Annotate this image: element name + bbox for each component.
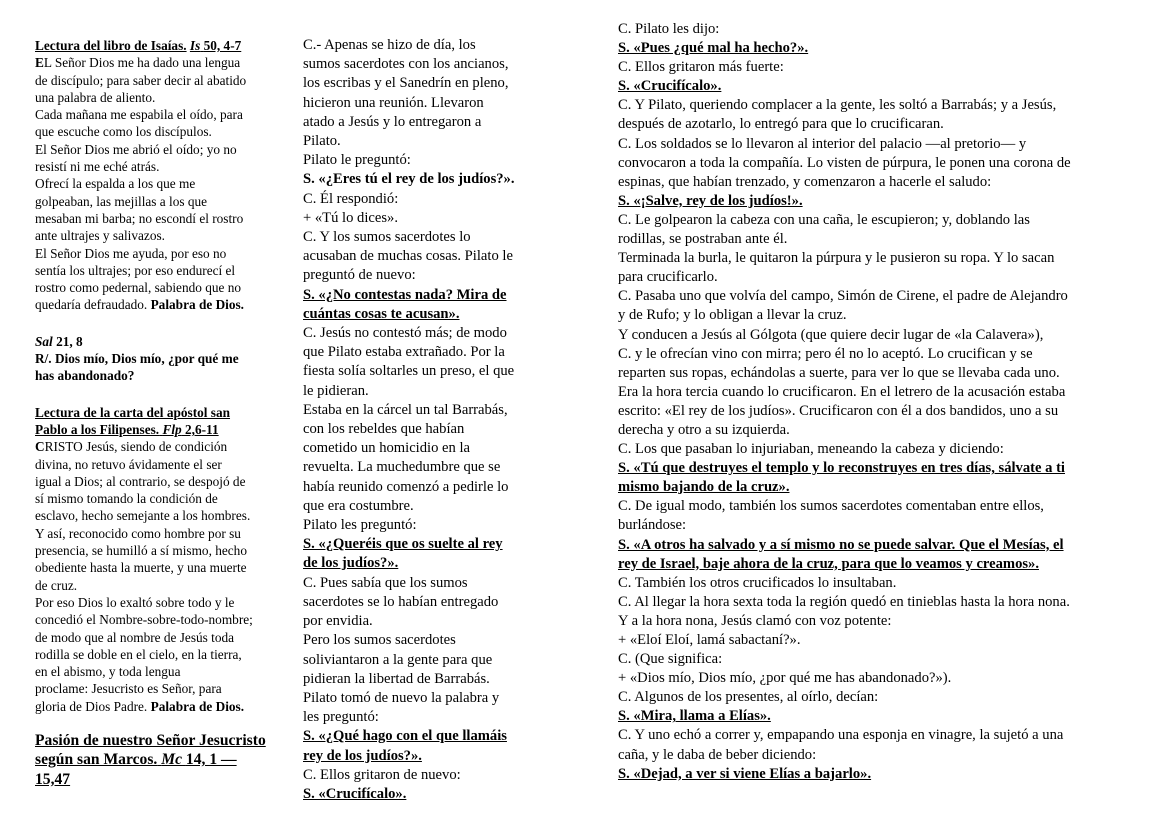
passion-heading: Pasión de nuestro Señor Jesucristo	[35, 731, 266, 749]
narration-line: C. (Que significa:	[618, 651, 723, 668]
speaker-line: S. «Crucifícalo».	[618, 78, 722, 95]
passion-text-column-2	[618, 20, 1140, 784]
narration-line: C. Le golpearon la cabeza con una caña, le escupieron; y, doblando las	[618, 211, 1030, 228]
narration-line: fiesta solía soltarles un preso, el que	[303, 363, 515, 380]
text-line: El Señor Dios me abrió el oído; yo no	[35, 141, 237, 157]
narration-line: C. Pues sabía que los sumos	[303, 574, 468, 591]
narration-line: les preguntó:	[303, 709, 379, 726]
word-of-god: Palabra de Dios.	[150, 297, 245, 313]
narration-line: C. Y los sumos sacerdotes lo	[303, 229, 471, 246]
text-line: de discípulo; para saber decir al abatido	[35, 72, 247, 88]
narration-line: acusaban de muchas cosas. Pilato le	[303, 248, 513, 265]
narration-line: Pilato le preguntó:	[303, 152, 411, 169]
text-line: ante ultrajes y salivazos.	[35, 228, 165, 244]
narration-line: C. Él respondió:	[303, 190, 399, 207]
narration-line: que Pilato estaba extrañado. Por la	[303, 344, 505, 361]
text-line: obediente hasta la muerte, y una muerte	[35, 560, 247, 576]
narration-line: soliviantaron a la gente para que	[303, 651, 493, 668]
text-line: Y así, reconocido como hombre por su	[35, 525, 241, 541]
narration-line: Estaba en la cárcel un tal Barrabás,	[303, 401, 508, 418]
narration-line: Pilato les preguntó:	[303, 517, 417, 534]
narration-line: C. Algunos de los presentes, al oírlo, decían:	[618, 689, 879, 706]
passion-text-column-1	[303, 36, 547, 804]
readings-column	[35, 37, 279, 789]
text-line: El Señor Dios me ayuda, por eso no	[35, 245, 227, 261]
second-reading-heading-cont: Pablo a los Filipenses. Flp 2,6-11	[35, 421, 219, 437]
passion-heading-end: 15,47	[35, 770, 71, 788]
text-line: igual a Dios; al contrario, se despojó de	[35, 473, 246, 489]
narration-line: C. y le ofrecían vino con mirra; pero él no lo aceptó. Lo crucifican y se	[618, 345, 1033, 362]
narration-line: Y conducen a Jesús al Gólgota (que quiere decir lugar de «la Calavera»),	[618, 326, 1044, 343]
text-line: Ofrecí la espalda a los que me	[35, 176, 196, 192]
narration-line: C. Los que pasaban lo injuriaban, meneando la cabeza y diciendo:	[618, 441, 1004, 458]
text-line: sentía los ultrajes; por eso endurecí el	[35, 262, 236, 278]
speaker-line: S. «Mira, llama a Elías».	[618, 708, 771, 725]
narration-line: C. Jesús no contestó más; de modo	[303, 325, 507, 342]
narration-line: Era la hora tercia cuando lo crucificaron. En el letrero de la acusación estaba	[618, 383, 1066, 400]
narration-line: cometido un homicidio en la	[303, 440, 470, 457]
narration-line: después de azotarlo, lo entregó para que lo crucificaran.	[618, 116, 944, 133]
narration-line: + «Tú lo dices».	[303, 209, 398, 226]
narration-line: C. Los soldados se lo llevaron al interior del palacio —al pretorio— y	[618, 135, 1027, 152]
text-line: que escuche como los discípulos.	[35, 124, 212, 140]
text-line: una palabra de aliento.	[35, 89, 156, 105]
narration-line: Pilato tomó de nuevo la palabra y	[303, 689, 500, 706]
text-line: resistí ni me eché atrás.	[35, 159, 160, 175]
narration-line: por envidia.	[303, 613, 373, 630]
text-line: rodilla se doble en el cielo, en la tierra,	[35, 646, 242, 662]
text-line: EL Señor Dios me ha dado una lengua	[35, 55, 241, 71]
speaker-line: rey de Israel, baje ahora de la cruz, para que lo veamos y creamos».	[618, 555, 1039, 572]
narration-line: reparten sus ropas, echándolas a suerte, para ver lo que se llevaba cada uno.	[618, 364, 1060, 381]
psalm-response: R/. Dios mío, Dios mío, ¿por qué me	[35, 351, 239, 367]
speaker-line: S. «Tú que destruyes el templo y lo reconstruyes en tres días, sálvate a ti	[618, 460, 1065, 477]
narration-line: Terminada la burla, le quitaron la púrpura y le pusieron su ropa. Y lo sacan	[618, 250, 1055, 267]
drop-letter: E	[35, 55, 44, 71]
speaker-line: S. «A otros ha salvado y a sí mismo no se puede salvar. Que el Mesías, el	[618, 536, 1064, 553]
narration-line: espinas, que habían trenzado, y comenzaron a hacerle el saludo:	[618, 173, 992, 190]
text-line: mesaban mi barba; no escondí el rostro	[35, 210, 244, 226]
narration-line: para crucificarlo.	[618, 269, 718, 286]
speaker-line: S. «¿Queréis que os suelte al rey	[303, 536, 503, 553]
narration-line: escrito: «El rey de los judíos». Crucificaron con él a dos bandidos, uno a su	[618, 402, 1059, 419]
text-line: CRISTO Jesús, siendo de condición	[35, 439, 228, 455]
speaker-line: mismo bajando de la cruz».	[618, 479, 790, 496]
narration-line: y de Rufo; y lo obligan a llevar la cruz.	[618, 307, 847, 324]
narration-line: atado a Jesús y lo entregaron a	[303, 113, 482, 130]
speaker-line: S. «Crucifícalo».	[303, 785, 407, 802]
first-reading-heading: Lectura del libro de Isaías. Is 50, 4-7	[35, 38, 242, 53]
narration-line: había reunido comenzó a pedirle lo	[303, 478, 509, 495]
narration-line: revuelta. La muchedumbre que se	[303, 459, 501, 476]
text-line: esclavo, hecho semejante a los hombres.	[35, 508, 251, 524]
narration-line: hicieron una reunión. Llevaron	[303, 94, 484, 111]
text-line: en el abismo, y toda lengua	[35, 664, 181, 680]
speaker-line: cuántas cosas te acusan».	[303, 305, 460, 322]
narration-line: pidieran la libertad de Barrabás.	[303, 670, 490, 687]
speaker-line: rey de los judíos?».	[303, 747, 422, 764]
second-reading-heading: Lectura de la carta del apóstol san	[35, 404, 231, 420]
text-line: golpeaban, las mejillas a los que	[35, 193, 208, 209]
narration-line: Y a la hora nona, Jesús clamó con voz potente:	[618, 612, 892, 629]
narration-line: sacerdotes se lo habían entregado	[303, 593, 499, 610]
narration-line: C. Ellos gritaron más fuerte:	[618, 59, 784, 76]
narration-line: Pero los sumos sacerdotes	[303, 632, 456, 649]
narration-line: los escribas y el Sanedrín en pleno,	[303, 75, 509, 92]
narration-line: C. Pasaba uno que volvía del campo, Simón de Cirene, el padre de Alejandro	[618, 288, 1068, 305]
psalm-heading: Sal 21, 8	[35, 333, 83, 349]
narration-line: con los rebeldes que habían	[303, 421, 465, 438]
narration-line: derecha y otro a su izquierda.	[618, 421, 790, 438]
speaker-line: S. «¿Eres tú el rey de los judíos?».	[303, 171, 515, 188]
speaker-line: S. «¿Qué hago con el que llamáis	[303, 728, 507, 745]
second-reading-text	[35, 438, 279, 680]
narration-line: C. Al llegar la hora sexta toda la región quedó en tinieblas hasta la hora nona.	[618, 593, 1070, 610]
word-of-god: Palabra de Dios.	[150, 698, 245, 714]
narration-line: C. Y Pilato, queriendo complacer a la gente, les soltó a Barrabás; y a Jesús,	[618, 97, 1057, 114]
speaker-line: S. «Dejad, a ver si viene Elías a bajarlo».	[618, 765, 872, 782]
narration-line: C. Pilato les dijo:	[618, 21, 720, 37]
speaker-line: S. «Pues ¿qué mal ha hecho?».	[618, 40, 809, 57]
narration-line: preguntó de nuevo:	[303, 267, 416, 284]
narration-line: convocaron a toda la compañía. Lo visten de púrpura, le ponen una corona de	[618, 154, 1071, 171]
narration-line: C. Y uno echó a correr y, empapando una esponja en vinagre, la sujetó a una	[618, 727, 1064, 744]
text-line: rostro como pedernal, sabiendo que no	[35, 280, 242, 296]
narration-line: burlándose:	[618, 517, 687, 534]
text-line: divina, no retuvo ávidamente el ser	[35, 456, 222, 472]
narration-line: rodillas, se postraban ante él.	[618, 231, 788, 248]
narration-line: C. De igual modo, también los sumos sacerdotes comentaban entre ellos,	[618, 498, 1044, 515]
narration-line: le pidieran.	[303, 382, 369, 399]
narration-line: C.- Apenas se hizo de día, los	[303, 37, 476, 53]
narration-line: sumos sacerdotes con los ancianos,	[303, 56, 509, 73]
drop-letter: C	[35, 439, 45, 455]
narration-line: C. Ellos gritaron de nuevo:	[303, 766, 461, 783]
passion-heading-cont: según san Marcos. Mc 14, 1 —	[35, 751, 237, 769]
text-line: Por eso Dios lo exaltó sobre todo y le	[35, 594, 235, 610]
text-line: Cada mañana me espabila el oído, para	[35, 107, 243, 123]
second-reading-last-line: gloria de Dios Padre. Palabra de Dios.	[35, 698, 245, 714]
first-reading-text	[35, 54, 279, 296]
text-line: presencia, se humilló a sí mismo, hecho	[35, 543, 247, 559]
narration-line: caña, y le daba de beber diciendo:	[618, 746, 817, 763]
second-reading-line: proclame: Jesucristo es Señor, para	[35, 681, 222, 697]
text-line: concedió el Nombre-sobre-todo-nombre;	[35, 612, 253, 628]
first-reading-last-line: quedaría defraudado. Palabra de Dios.	[35, 297, 245, 313]
narration-line: + «Eloí Eloí, lamá sabactaní?».	[618, 632, 801, 648]
text-line: de modo que al nombre de Jesús toda	[35, 629, 235, 645]
text-line: de cruz.	[35, 577, 78, 593]
speaker-line: de los judíos?».	[303, 555, 399, 572]
narration-line: que era costumbre.	[303, 497, 414, 514]
speaker-line: S. «¡Salve, rey de los judíos!».	[618, 192, 803, 209]
psalm-response-cont: has abandonado?	[35, 368, 135, 384]
text-line: sí mismo tomando la condición de	[35, 491, 218, 507]
narration-line: Pilato.	[303, 133, 341, 150]
narration-line: + «Dios mío, Dios mío, ¿por qué me has abandonado?»).	[618, 670, 952, 687]
narration-line: C. También los otros crucificados lo insultaban.	[618, 574, 897, 591]
speaker-line: S. «¿No contestas nada? Mira de	[303, 286, 507, 303]
